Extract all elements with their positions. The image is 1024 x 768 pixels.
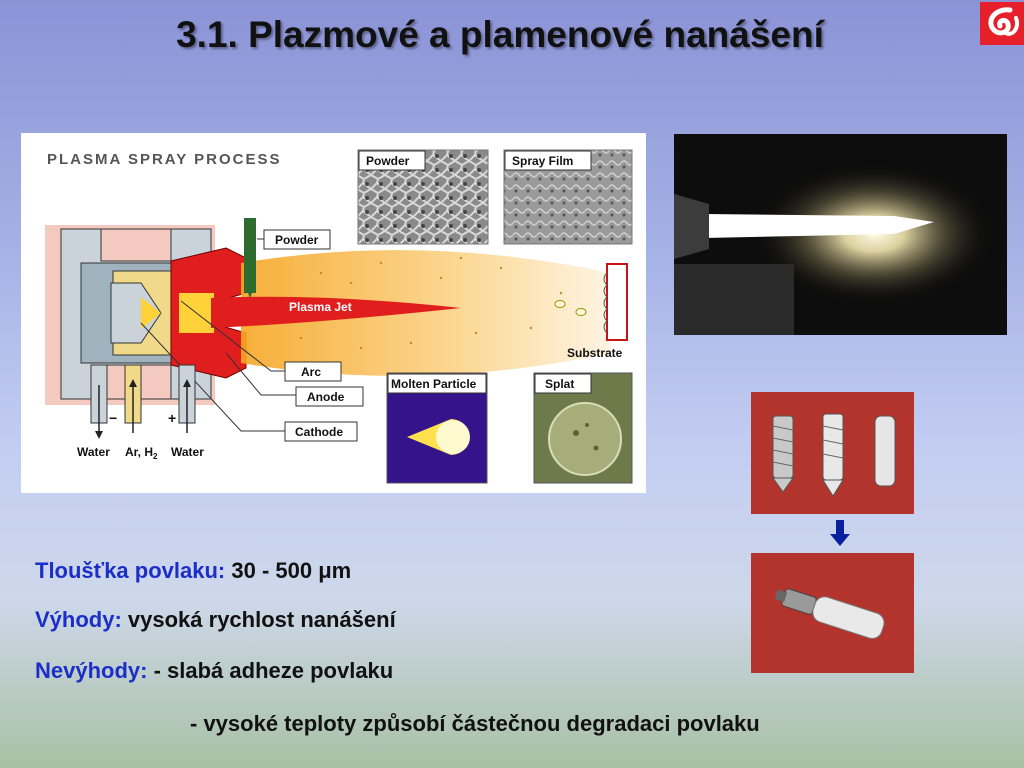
advantages-line	[35, 607, 396, 633]
powder-feed-label: Powder	[275, 233, 319, 247]
advantages-label: Výhody:	[35, 607, 122, 632]
cathode-label: Cathode	[295, 425, 343, 439]
disadvantages-line-2: - vysoké teploty způsobí částečnou degradaci povlaku	[190, 711, 760, 736]
gas-label	[125, 445, 158, 461]
plasma-jet-label: Plasma Jet	[289, 300, 352, 314]
slide-title: 3.1. Plazmové a plamenové nanášení	[176, 14, 824, 55]
disadvantages-label: Nevýhody:	[35, 658, 148, 683]
advantages-value: vysoká rychlost nanášení	[121, 607, 396, 632]
plasma-spray-diagram	[21, 133, 646, 493]
water-right-label: Water	[171, 445, 204, 459]
coated-implant-photo	[751, 553, 914, 673]
thickness-unit: m	[331, 558, 352, 583]
diagram-heading: PLASMA SPRAY PROCESS	[47, 151, 282, 168]
gas-label-main: Ar, H	[125, 445, 154, 459]
disadvantages-value-1: - slabá adheze povlaku	[147, 658, 394, 683]
minus-sign: −	[109, 410, 118, 426]
arc-label: Arc	[301, 365, 322, 379]
water-left-label: Water	[77, 445, 110, 459]
disadvantages-line	[35, 658, 393, 684]
thickness-label: Tloušťka povlaku:	[35, 558, 226, 583]
gas-label-sub: 2	[153, 452, 158, 461]
thickness-value: 30 - 500	[225, 558, 319, 583]
thickness-mu: μ	[318, 558, 332, 583]
molten-particle-label: Molten Particle	[391, 377, 477, 391]
plus-sign: +	[168, 410, 177, 426]
splat-label: Splat	[545, 377, 575, 391]
powder-sample-label: Powder	[366, 154, 410, 168]
spray-film-label: Spray Film	[512, 154, 574, 168]
arrow-down-icon	[830, 520, 850, 546]
coating-thickness-line	[35, 558, 351, 584]
substrate-label: Substrate	[567, 346, 623, 360]
logo-icon	[980, 2, 1024, 45]
implants-photo	[751, 392, 914, 514]
anode-label: Anode	[307, 390, 345, 404]
plasma-torch-photo	[674, 134, 1007, 335]
